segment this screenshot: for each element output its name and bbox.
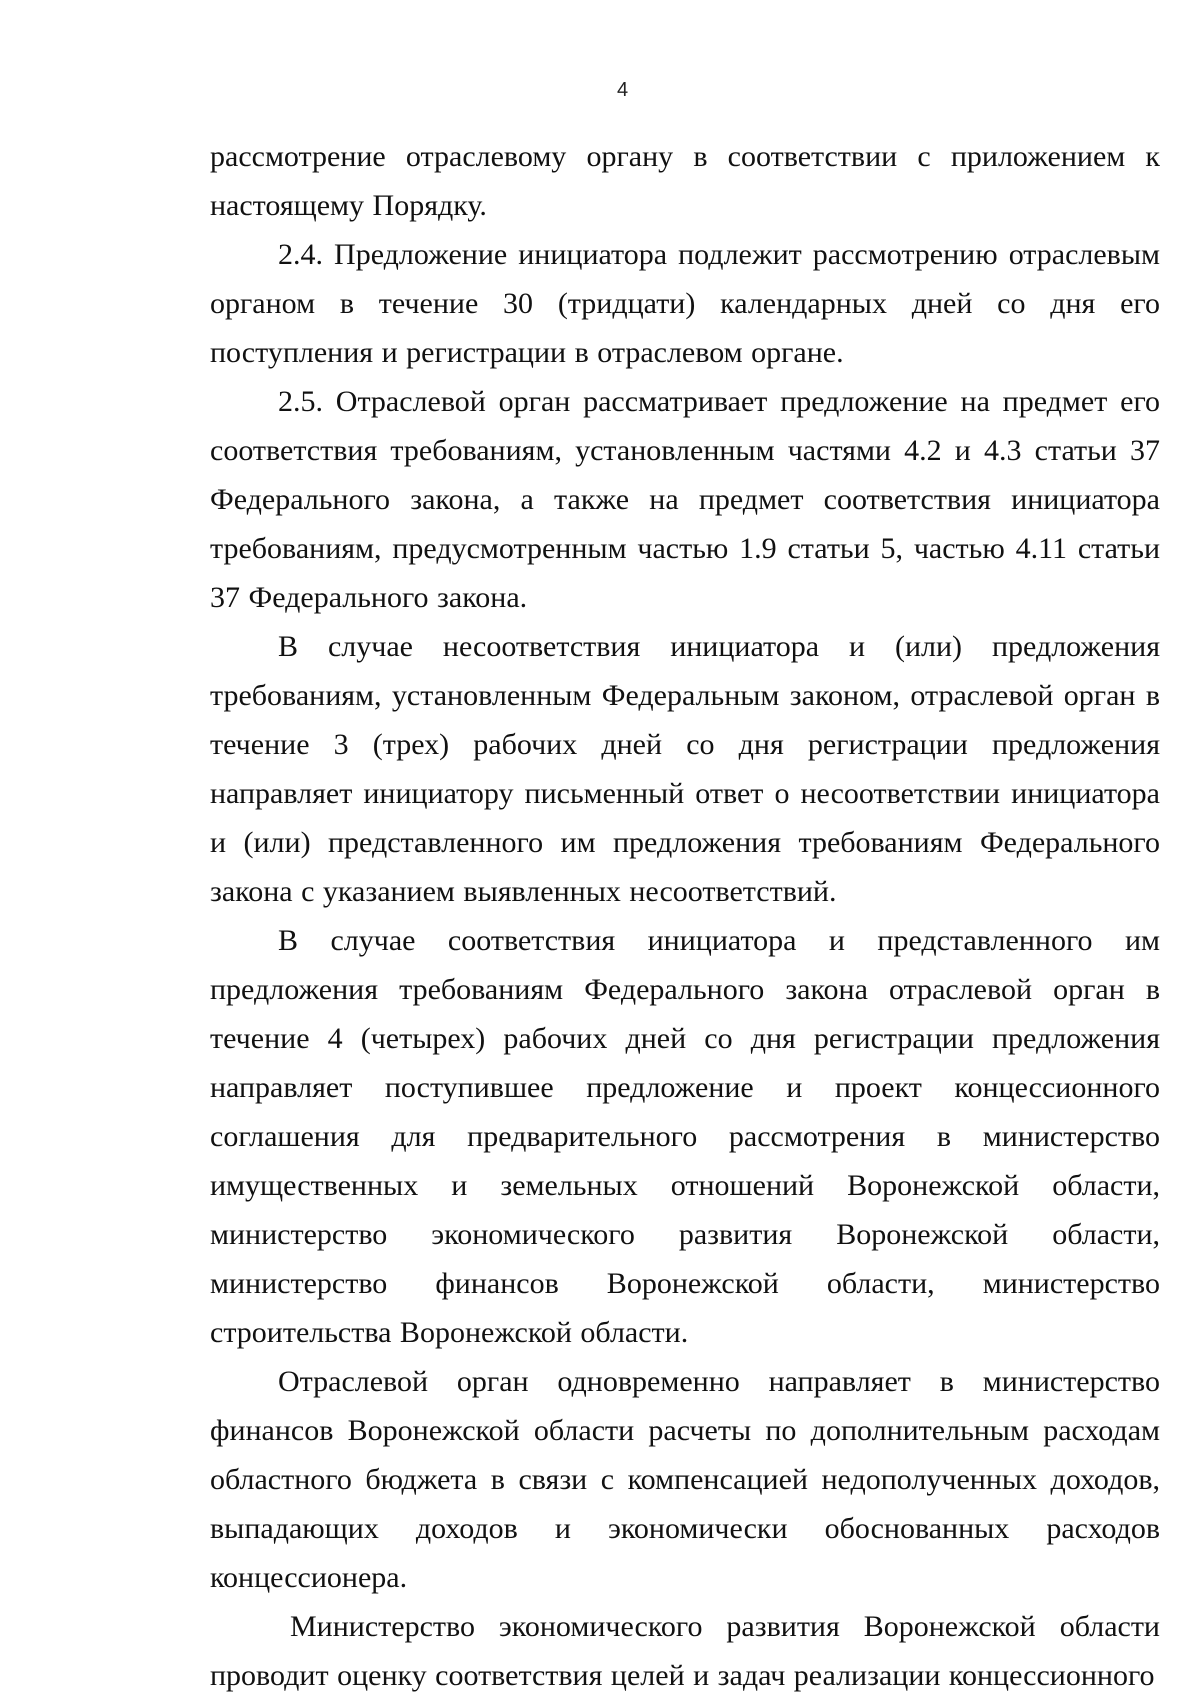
document-body — [210, 132, 1160, 1700]
paragraph-2-4: 2.4. Предложение инициатора подлежит рассмотрению отраслевым органом в течение 30 (тридцати) календарных дней со дня его поступления и регистрации в отраслевом органе. — [210, 238, 1160, 369]
paragraph-continuation: рассмотрение отраслевому органу в соответствии с приложением к настоящему Порядку. — [210, 140, 1160, 222]
page-number: 4 — [616, 79, 629, 101]
paragraph-2-5: 2.5. Отраслевой орган рассматривает предложение на предмет его соответствия требованиям, установленным частями 4.2 и 4.3 статьи 37 Федерального закона, а также на предмет соответствия инициатора требованиям, предусмотренным частью 1.9 статьи 5, частью 4.11 статьи 37 Федерального закона. — [210, 385, 1160, 614]
paragraph-conformity: В случае соответствия инициатора и представленного им предложения требованиям Федерального закона отраслевой орган в течение 4 (четырех) рабочих дней со дня регистрации предложения направляет поступившее предложение и проект концессионного соглашения для предварительного рассмотрения в министерство имущественных и земельных отношений Воронежской области, министерство экономического развития Воронежской области, министерство финансов Воронежской области, министерство строительства Воронежской области. — [210, 924, 1160, 1349]
paragraph-economic-ministry: Министерство экономического развития Воронежской области проводит оценку соответствия целей и задач реализации концессионного — [210, 1610, 1160, 1692]
paragraph-nonconformity: В случае несоответствия инициатора и (или) предложения требованиям, установленным Федеральным законом, отраслевой орган в течение 3 (трех) рабочих дней со дня регистрации предложения направляет инициатору письменный ответ о несоответствии инициатора и (или) представленного им предложения требованиям Федерального закона с указанием выявленных несоответствий. — [210, 630, 1160, 908]
paragraph-budget-calculations: Отраслевой орган одновременно направляет в министерство финансов Воронежской области расчеты по дополнительным расходам областного бюджета в связи с компенсацией недополученных доходов, выпадающих доходов и экономически обоснованных расходов концессионера. — [210, 1365, 1160, 1594]
